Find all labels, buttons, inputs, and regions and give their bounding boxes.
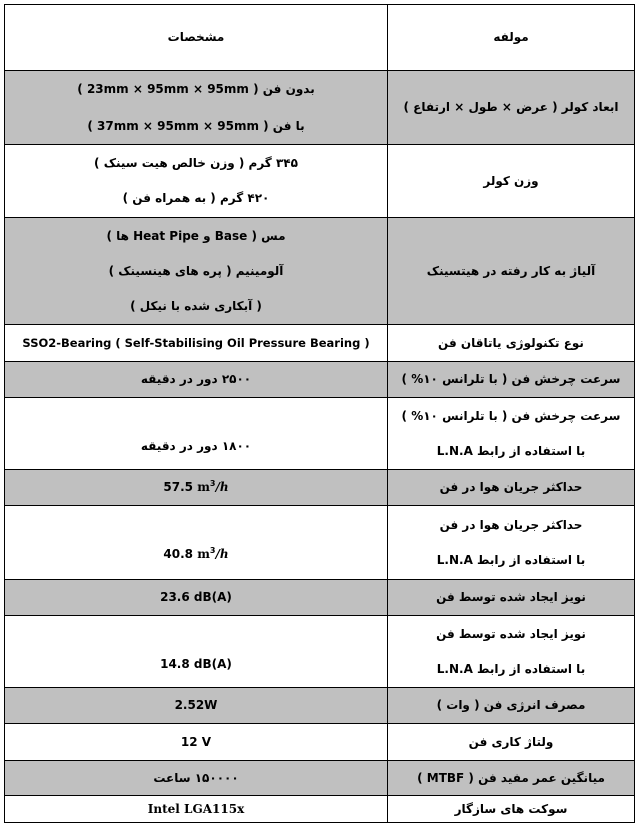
component-cell: ابعاد کولر ( عرض × طول × ارتفاع ) xyxy=(388,71,635,145)
spec-cell: بدون فن ( 23mm × 95mm × 95mm ) با فن ( 37mm × 95mm × 95mm ) xyxy=(5,71,388,145)
spec-table xyxy=(4,4,635,823)
component-cell: حداکثر جریان هوا در فن با استفاده از رابط L.N.A xyxy=(388,506,635,580)
component-cell: وزن کولر xyxy=(388,145,635,218)
component-cell: سوکت های سازگار xyxy=(388,796,635,823)
component-cell: نوع تکنولوژی یاتاقان فن xyxy=(388,325,635,362)
spec-cell: ۲۵۰۰ دور در دقیقه xyxy=(5,362,388,398)
spec-cell: 23.6 dB(A) xyxy=(5,580,388,616)
spec-cell: SSO2-Bearing ( Self-Stabilising Oil Pressure Bearing ) xyxy=(5,325,388,362)
component-cell: ولتاژ کاری فن xyxy=(388,724,635,761)
spec-cell: 57.5 $m^3/h$ xyxy=(5,470,388,506)
component-cell: نویز ایجاد شده توسط فن با استفاده از رابط L.N.A xyxy=(388,616,635,688)
component-cell: حداکثر جریان هوا در فن xyxy=(388,470,635,506)
table-row xyxy=(5,761,635,796)
table-row xyxy=(5,325,635,362)
table-row xyxy=(5,796,635,823)
header-spec: مشخصات xyxy=(5,5,388,71)
table-row xyxy=(5,362,635,398)
spec-cell: 40.8 $m^3/h$ xyxy=(5,506,388,580)
component-cell: نویز ایجاد شده توسط فن xyxy=(388,580,635,616)
spec-cell: ۳۴۵ گرم ( وزن خالص هیت سینک ) ۴۲۰ گرم ( به همراه فن ) xyxy=(5,145,388,218)
spec-cell: Intel LGA115x xyxy=(5,796,388,823)
spec-cell: 2.52W xyxy=(5,688,388,724)
table-row xyxy=(5,506,635,580)
table-row xyxy=(5,71,635,145)
table-row xyxy=(5,580,635,616)
component-cell: میانگین عمر مفید فن ( MTBF ) xyxy=(388,761,635,796)
spec-cell: 14.8 dB(A) xyxy=(5,616,388,688)
table-row xyxy=(5,688,635,724)
spec-cell: ۱۸۰۰ دور در دقیقه xyxy=(5,398,388,470)
table-header-row xyxy=(5,5,635,71)
spec-cell: مس ( Base و Heat Pipe ها ) آلومینیم ( پره های هینسینک ) ( آبکاری شده با نیکل ) xyxy=(5,218,388,325)
table-row xyxy=(5,145,635,218)
spec-cell: ۱۵۰۰۰۰ ساعت xyxy=(5,761,388,796)
table-row xyxy=(5,470,635,506)
component-cell: آلیاژ به کار رفته در هیتسینک xyxy=(388,218,635,325)
component-cell: سرعت چرخش فن ( با تلرانس ۱۰% ) با استفاده از رابط L.N.A xyxy=(388,398,635,470)
component-cell: سرعت چرخش فن ( با تلرانس ۱۰% ) xyxy=(388,362,635,398)
table-row xyxy=(5,616,635,688)
table-row xyxy=(5,398,635,470)
table-row xyxy=(5,218,635,325)
table-row xyxy=(5,724,635,761)
header-component: مولفه xyxy=(388,5,635,71)
spec-cell: 12 V xyxy=(5,724,388,761)
component-cell: مصرف انرژی فن ( وات ) xyxy=(388,688,635,724)
